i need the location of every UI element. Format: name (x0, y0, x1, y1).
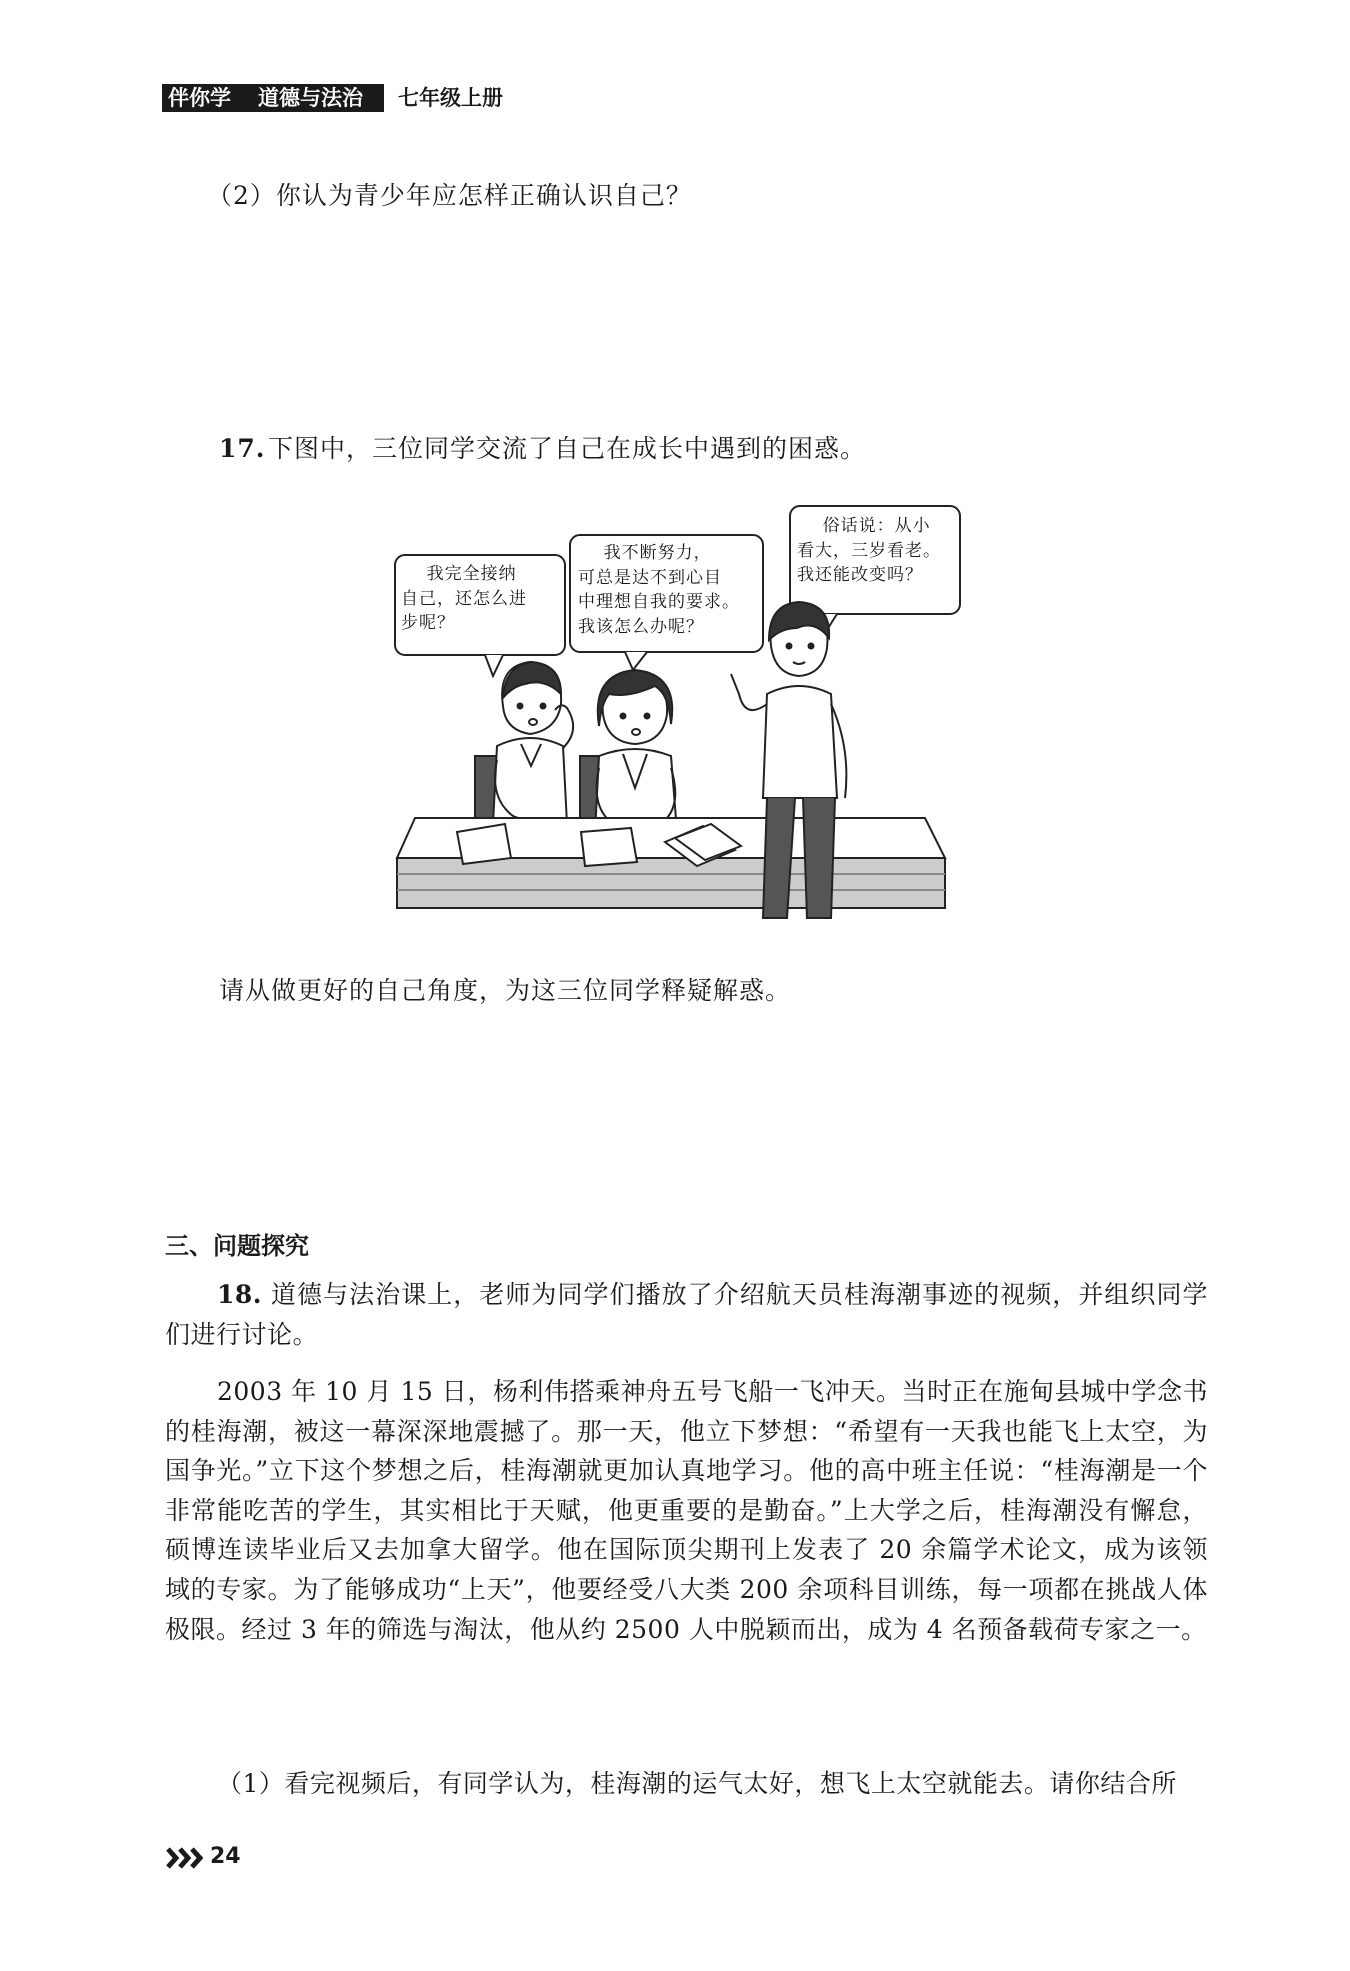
q18-stem (165, 1275, 1208, 1354)
header-series: 伴你学 (168, 86, 231, 110)
q16-part2: （2）你认为青少年应怎样正确认识自己？ (207, 181, 692, 210)
q18-passage: 2003 年 10 月 15 日，杨利伟搭乘神舟五号飞船一飞冲天。当时正在施甸县城中学念书的桂海潮，被这一幕深深地震撼了。那一天，他立下梦想：“希望有一天我也能飞上太空，为国争光。”立下这个梦想之后，桂海潮就更加认真地学习。他的高中班主任说：“桂海潮是一个非常能吃苦的学生，其实相比于天赋，他更重要的是勤奋。”上大学之后，桂海潮没有懈怠，硕博连读毕业后又去加拿大留学。他在国际顶尖期刊上发表了 20 余篇学术论文，成为该领域的专家。为了能够成功“上天”，他要经受八大类 200 余项科目训练，每一项都在挑战人体极限。经过 3 年的筛选与淘汰，他从约 2500 人中脱颖而出，成为 4 名预备载荷专家之一。 (165, 1377, 1208, 1644)
q17-stem: 下图中，三位同学交流了自己在成长中遇到的困惑。 (268, 434, 867, 463)
speech-bubble-2-text: 我不断努力， 可总是达不到心目 中理想自我的要求。 我该怎么办呢？ (578, 543, 740, 637)
triple-chevron-icon (165, 1846, 207, 1870)
q17-number-text: 17. (219, 434, 266, 463)
desk-front (397, 858, 945, 908)
student-boy-seated (493, 662, 573, 828)
q18-stem-text: 道德与法治课上，老师为同学们播放了介绍航天员桂海潮事迹的视频，并组织同学们进行讨论。 (165, 1280, 1208, 1349)
q18-part1: （1）看完视频后，有同学认为，桂海潮的运气太好，想飞上太空就能去。请你结合所 (217, 1769, 1177, 1798)
header-grade: 七年级上册 (398, 85, 503, 110)
page-number: 24 (210, 1844, 241, 1869)
student-girl-seated (595, 670, 677, 832)
header-subject: 道德与法治 (258, 86, 363, 110)
speech-bubble-3-text: 俗话说：从小 看大，三岁看老。 我还能改变吗？ (797, 516, 941, 585)
q17-number (219, 433, 266, 465)
section-title: 三、问题探究 (165, 1232, 309, 1260)
q18-number: 18. (217, 1280, 262, 1309)
speech-bubble-1-text: 我完全接纳 自己，还怎么进 步呢？ (401, 564, 527, 633)
q17-prompt: 请从做更好的自己角度，为这三位同学释疑解惑。 (219, 976, 792, 1005)
illustration-three-students (385, 498, 985, 938)
